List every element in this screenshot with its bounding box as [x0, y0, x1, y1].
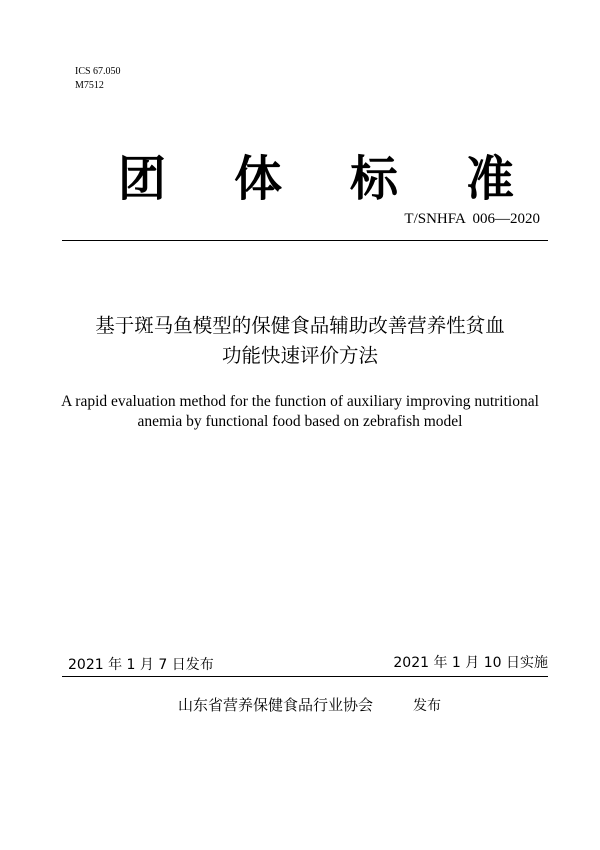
- ccs-code: M7512: [75, 80, 104, 91]
- doc-type-char-1: 团: [117, 151, 166, 207]
- title-cn-line-2: 功能快速评价方法: [221, 344, 378, 367]
- ics-code: ICS 67.050: [75, 66, 121, 77]
- doc-type-char-4: 准: [465, 151, 514, 207]
- title-en-line-1: A rapid evaluation method for the function of auxiliary improving nutritional: [61, 393, 539, 410]
- implement-date: 2021 年 1 月 10 日实施: [393, 655, 548, 671]
- footer-divider: [62, 676, 548, 677]
- publish-label: 发布: [413, 698, 441, 714]
- title-cn-line-1: 基于斑马鱼模型的保健食品辅助改善营养性贫血: [95, 314, 505, 337]
- header-divider: [62, 240, 548, 241]
- issue-date: 2021 年 1 月 7 日发布: [68, 657, 214, 673]
- publisher: 山东省营养保健食品行业协会: [178, 696, 374, 714]
- doc-type-char-3: 标: [349, 151, 398, 207]
- standard-number: T/SNHFA 006—2020: [404, 211, 540, 227]
- title-en-line-2: anemia by functional food based on zebrafish model: [137, 413, 463, 430]
- doc-type-char-2: 体: [233, 151, 282, 207]
